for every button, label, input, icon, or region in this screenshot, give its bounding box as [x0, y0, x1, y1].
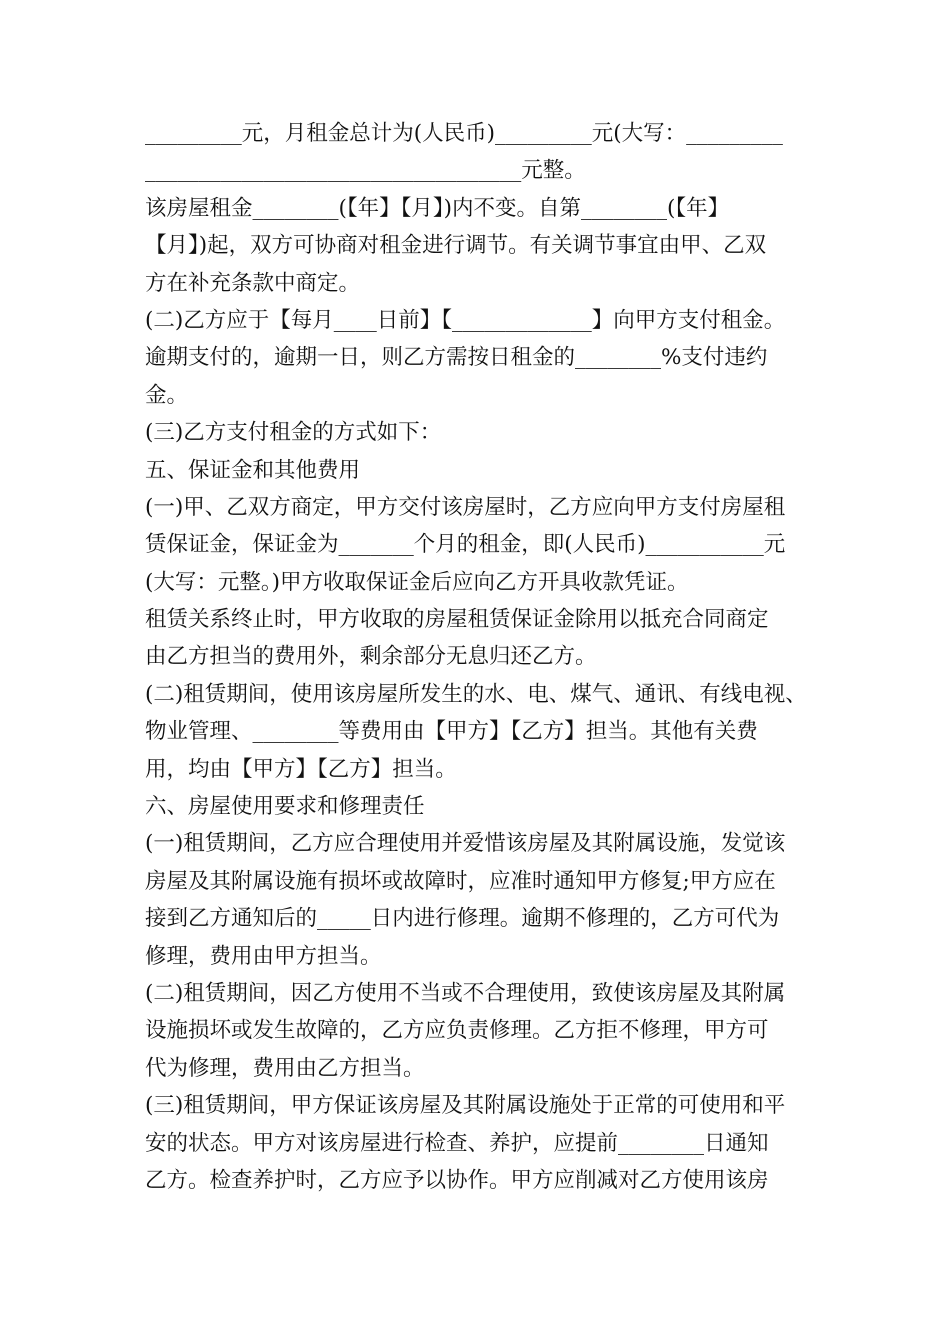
- text-line: 该房屋租金________(【年】【月】)内不变。自第________(【年】: [145, 195, 730, 221]
- text-line: (二)乙方应于【每月____日前】【_____________】向甲方支付租金。: [145, 307, 786, 333]
- text-line: 代为修理，费用由乙方担当。: [145, 1055, 425, 1081]
- text-line: 修理，费用由甲方担当。: [145, 943, 382, 969]
- text-line: 方在补充条款中商定。: [145, 270, 361, 296]
- text-line: _________元，月租金总计为(人民币)_________元(大写：_________: [145, 121, 783, 146]
- text-line: 由乙方担当的费用外，剩余部分无息归还乙方。: [145, 644, 597, 670]
- text-line: (三)乙方支付租金的方式如下：: [145, 420, 442, 446]
- text-line: (大写：元整。)甲方收取保证金后应向乙方开具收款凭证。: [145, 569, 689, 595]
- text-line: (一)甲、乙双方商定，甲方交付该房屋时，乙方应向甲方支付房屋租: [145, 494, 786, 520]
- text-line: (三)租赁期间，甲方保证该房屋及其附属设施处于正常的可使用和平: [145, 1093, 786, 1119]
- text-line: 安的状态。甲方对该房屋进行检查、养护，应提前________日通知: [145, 1130, 769, 1156]
- section-heading: 六、房屋使用要求和修理责任: [145, 794, 425, 820]
- text-line: 用，均由【甲方】【乙方】担当。: [145, 756, 457, 782]
- contract-body-text: [145, 115, 815, 1199]
- text-line: (一)租赁期间，乙方应合理使用并爱惜该房屋及其附属设施，发觉该: [145, 831, 786, 857]
- text-line: 设施损坏或发生故障的，乙方应负责修理。乙方拒不修理，甲方可: [145, 1018, 769, 1044]
- section-heading: 五、保证金和其他费用: [145, 457, 361, 483]
- text-line: 乙方。检查养护时，乙方应予以协作。甲方应削减对乙方使用该房: [145, 1167, 769, 1193]
- text-line: 房屋及其附属设施有损坏或故障时，应准时通知甲方修复;甲方应在: [145, 868, 776, 894]
- text-line: 租赁关系终止时，甲方收取的房屋租赁保证金除用以抵充合同商定: [145, 607, 769, 633]
- text-line: ___________________________________元整。: [145, 158, 586, 184]
- text-line: 金。: [145, 382, 189, 408]
- text-line: 【月】)起，双方可协商对租金进行调节。有关调节事宜由甲、乙双: [145, 233, 767, 259]
- text-line: (二)租赁期间，使用该房屋所发生的水、电、煤气、通讯、有线电视、: [145, 681, 807, 707]
- text-line: 逾期支付的，逾期一日，则乙方需按日租金的________%支付违约: [145, 345, 768, 371]
- text-line: 物业管理、________等费用由【甲方】【乙方】担当。其他有关费: [145, 719, 758, 745]
- text-line: 接到乙方通知后的_____日内进行修理。逾期不修理的，乙方可代为: [145, 906, 780, 932]
- text-line: 赁保证金，保证金为_______个月的租金，即(人民币)___________元: [145, 532, 786, 558]
- text-line: (二)租赁期间，因乙方使用不当或不合理使用，致使该房屋及其附属: [145, 980, 786, 1006]
